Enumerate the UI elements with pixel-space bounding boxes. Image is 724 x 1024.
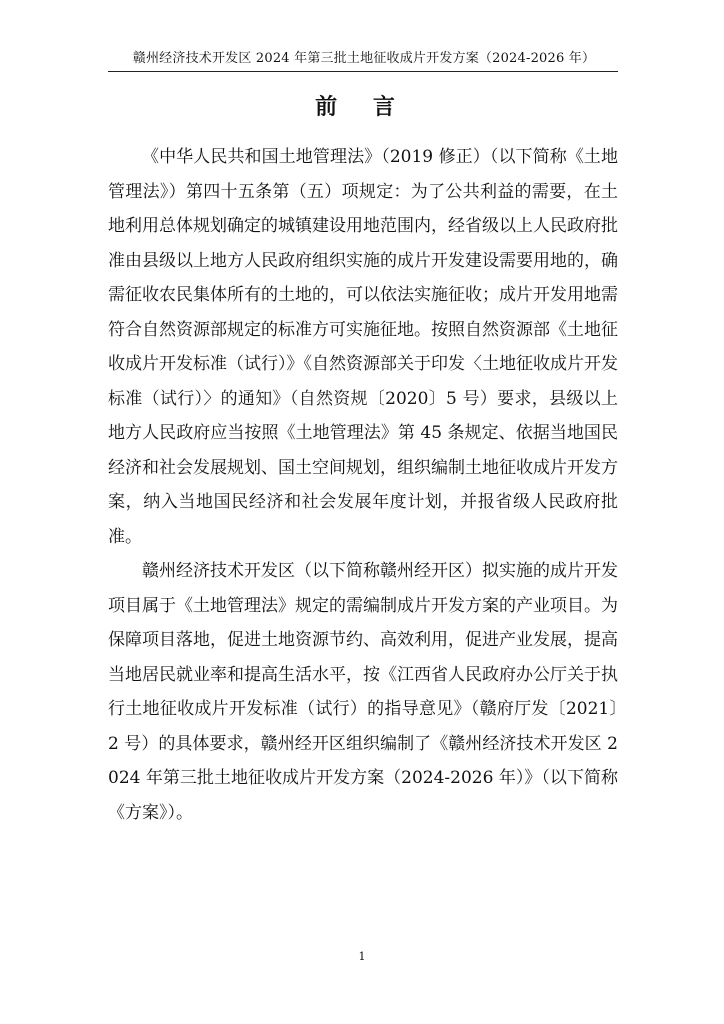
- running-header: 赣州经济技术开发区 2024 年第三批土地征收成片开发方案（2024-2026 年）: [132, 51, 596, 66]
- paragraph-2: 赣州经济技术开发区（以下简称赣州经开区）拟实施的成片开发项目属于《土地管理法》规定的需编制成片开发方案的产业项目。为保障项目落地，促进土地资源节约、高效利用，促进产业发展，提高当地居民就业率和提高生活水平，按《江西省人民政府办公厅关于执行土地征收成片开发标准（试行）的指导意见》（赣府厅发〔2021〕2 号）的具体要求，赣州经开区组织编制了《赣州经济技术开发区 2024 年第三批土地征收成片开发方案（2024-2026 年）》（以下简称《方案》）。: [108, 561, 618, 823]
- page-number: 1: [358, 950, 366, 963]
- page-title: 前 言: [315, 94, 409, 120]
- body-text: [108, 140, 618, 830]
- header-divider: [108, 71, 618, 72]
- paragraph-1: 《中华人民共和国土地管理法》（2019 修正）（以下简称《土地管理法》）第四十五条第（五）项规定：为了公共利益的需要，在土地利用总体规划确定的城镇建设用地范围内，经省级以上人民政府批准由县级以上地方人民政府组织实施的成片开发建设需要用地的，确需征收农民集体所有的土地的，可以依法实施征收；成片开发用地需符合自然资源部规定的标准方可实施征地。按照自然资源部《土地征收成片开发标准（试行）》《自然资源部关于印发〈土地征收成片开发标准（试行）〉的通知》（自然资规〔2020〕5 号）要求，县级以上地方人民政府应当按照《土地管理法》第 45 条规定、依据当地国民经济和社会发展规划、国土空间规划，组织编制土地征收成片开发方案，纳入当地国民经济和社会发展年度计划，并报省级人民政府批准。: [108, 147, 618, 547]
